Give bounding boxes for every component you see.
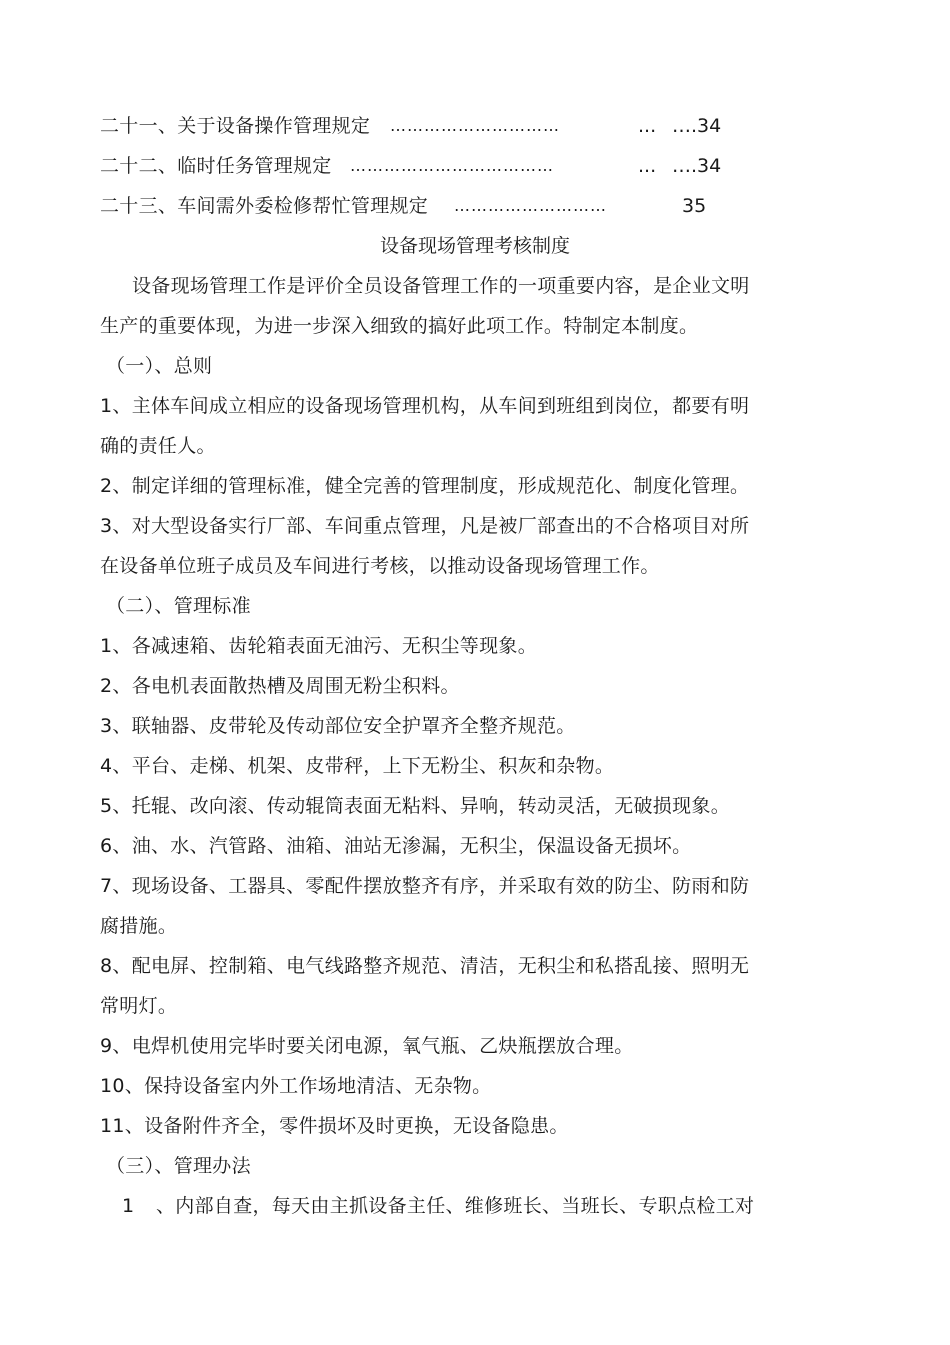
document-title: 设备现场管理考核制度 [379, 235, 570, 257]
toc-entry-dots: ……………………… [454, 196, 607, 215]
toc-entry-dots: ……………………………… [350, 156, 554, 175]
list-item: 1、主体车间成立相应的设备现场管理机构，从车间到班组到岗位，都要有明 [100, 395, 750, 417]
toc-entry-label: 二十三、车间需外委检修帮忙管理规定 [100, 195, 429, 217]
section-heading: （三）、管理办法 [106, 1155, 251, 1177]
toc-entry-ellipsis: ... [638, 155, 657, 177]
toc-entry-dots: ………………………… [390, 116, 560, 135]
toc-entry-label: 二十二、临时任务管理规定 [100, 155, 332, 177]
list-item: 、内部自查，每天由主抓设备主任、维修班长、当班长、专职点检工对 [156, 1195, 755, 1217]
section-heading: （一）、总则 [106, 355, 213, 377]
list-item: 6、油、水、汽管路、油箱、油站无渗漏，无积尘，保温设备无损坏。 [100, 835, 692, 857]
toc-entry-label: 二十一、关于设备操作管理规定 [100, 115, 371, 137]
section-heading: （二）、管理标准 [106, 595, 251, 617]
list-item: 9、电焊机使用完毕时要关闭电源，氧气瓶、乙炔瓶摆放合理。 [100, 1035, 634, 1057]
list-item: 7、现场设备、工器具、零配件摆放整齐有序，并采取有效的防尘、防雨和防 [100, 875, 750, 897]
list-item: 3、联轴器、皮带轮及传动部位安全护罩齐全整齐规范。 [100, 715, 576, 737]
paragraph-line: 设备现场管理工作是评价全员设备管理工作的一项重要内容，是企业文明 [132, 275, 750, 297]
paragraph-line: 生产的重要体现，为进一步深入细致的搞好此项工作。特制定本制度。 [100, 315, 699, 337]
list-item: 常明灯。 [100, 995, 178, 1017]
list-item: 4、平台、走梯、机架、皮带秤，上下无粉尘、积灰和杂物。 [100, 755, 615, 777]
list-item: 在设备单位班子成员及车间进行考核，以推动设备现场管理工作。 [100, 555, 660, 577]
list-item: 2、制定详细的管理标准，健全完善的管理制度，形成规范化、制度化管理。 [100, 475, 750, 497]
list-item-number: 1 [122, 1195, 135, 1217]
list-item: 11、设备附件齐全，零件损坏及时更换，无设备隐患。 [100, 1115, 569, 1137]
toc-entry-ellipsis: ... [638, 115, 657, 137]
list-item: 确的责任人。 [100, 435, 216, 457]
list-item: 10、保持设备室内外工作场地清洁、无杂物。 [100, 1075, 492, 1097]
list-item: 5、托辊、改向滚、传动辊筒表面无粘料、异响，转动灵活，无破损现象。 [100, 795, 730, 817]
toc-entry-page: ….34 [672, 155, 722, 177]
list-item: 3、对大型设备实行厂部、车间重点管理，凡是被厂部查出的不合格项目对所 [100, 515, 750, 537]
list-item: 1、各减速箱、齿轮箱表面无油污、无积尘等现象。 [100, 635, 537, 657]
toc-entry-page: 35 [682, 195, 707, 217]
list-item: 8、配电屏、控制箱、电气线路整齐规范、清洁，无积尘和私搭乱接、照明无 [100, 955, 750, 977]
list-item: 2、各电机表面散热槽及周围无粉尘积料。 [100, 675, 460, 697]
toc-entry-page: ….34 [672, 115, 722, 137]
list-item: 腐措施。 [100, 915, 178, 937]
